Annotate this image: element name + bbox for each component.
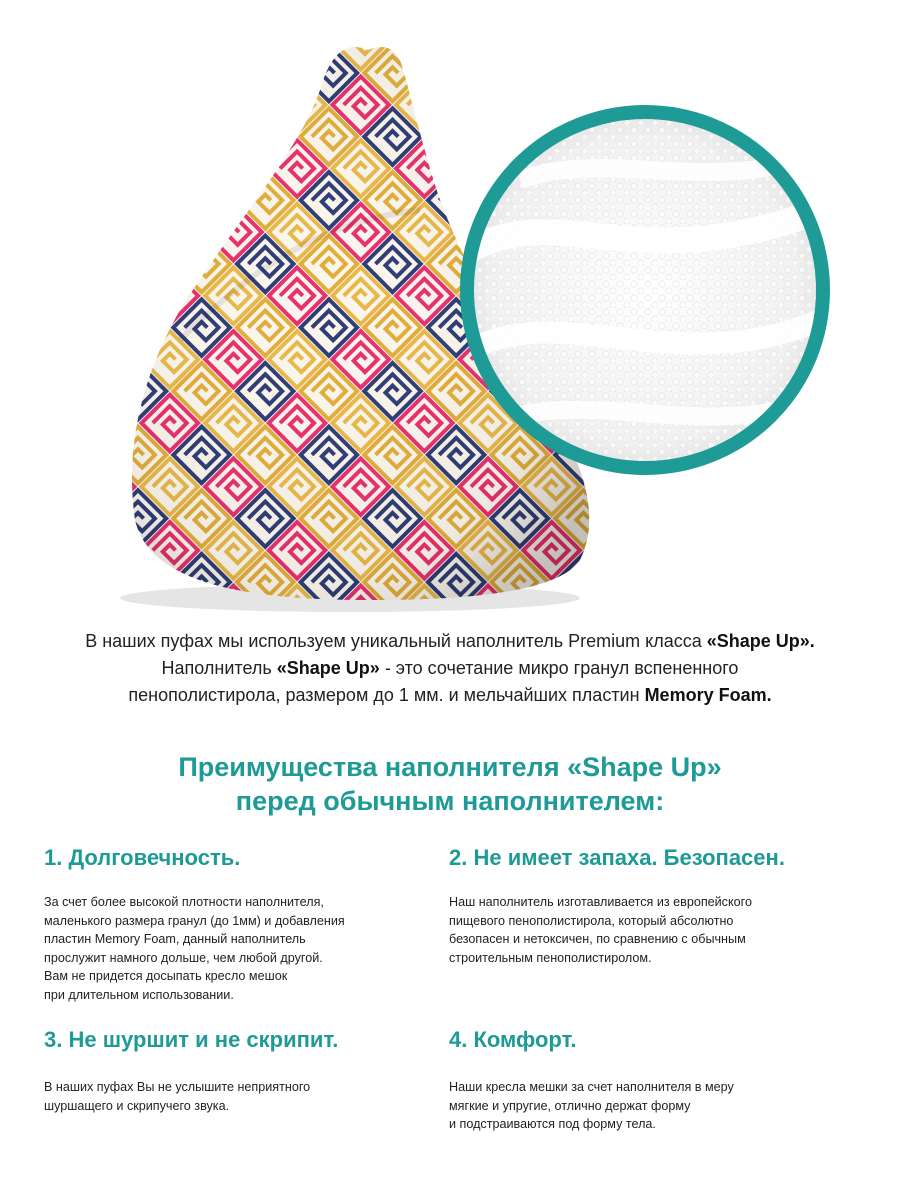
intro-text: [0, 628, 900, 709]
advantages-headline: [0, 750, 900, 818]
feature-description: За счет более высокой плотности наполнителя, маленького размера гранул (до 1мм) и добавления пластин Memory Foam, данный наполнитель прослужит намного дольше, чем любой другой. Вам не придется досыпать кресло мешок при длительном использовании.: [44, 895, 345, 1002]
headline-line-1: Преимущества наполнителя «Shape Up»: [178, 752, 722, 782]
feature-title: 1. Долговечность.: [44, 845, 241, 870]
feature-description: В наших пуфах Вы не услышите неприятного шуршащего и скрипучего звука.: [44, 1080, 311, 1113]
intro-line-1: В наших пуфах мы используем уникальный наполнитель Premium класса «Shape Up».: [85, 631, 815, 651]
feature-title: 2. Не имеет запаха. Безопасен.: [449, 845, 785, 870]
feature-silent: [44, 1026, 444, 1115]
feature-description: Наши кресла мешки за счет наполнителя в меру мягкие и упругие, отлично держат форму и подстраиваются под форму тела.: [449, 1080, 734, 1131]
headline-line-2: перед обычным наполнителем:: [235, 786, 665, 816]
feature-description: Наш наполнитель изготавливается из европейского пищевого пенополистирола, который абсолютно безопасен и нетоксичен, по сравнению с обычным строительным пенополистиролом.: [449, 895, 752, 965]
intro-line-3: пенополистирола, размером до 1 мм. и мельчайших пластин Memory Foam.: [128, 685, 772, 705]
feature-title: 3. Не шуршит и не скрипит.: [44, 1027, 339, 1052]
feature-title: 4. Комфорт.: [449, 1027, 577, 1052]
intro-line-2: Наполнитель «Shape Up» - это сочетание микро гранул вспененного: [161, 658, 739, 678]
feature-durability: [44, 844, 444, 1004]
feature-no-smell: [449, 844, 849, 967]
feature-comfort: [449, 1026, 849, 1134]
